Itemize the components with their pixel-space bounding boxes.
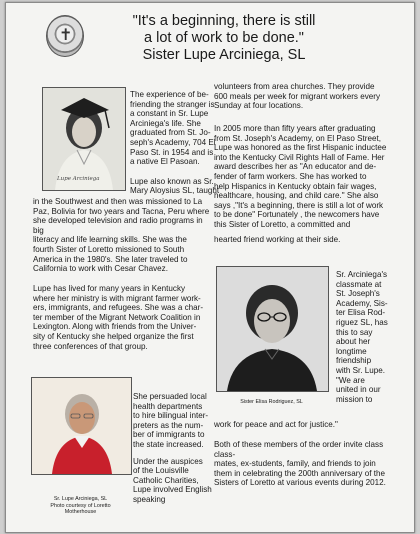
text-line: to be done" Fortunately , the newcomers have — [214, 210, 380, 220]
loretto-seal-logo — [46, 15, 84, 57]
text-line: of the Louisville — [133, 466, 189, 476]
newsletter-page — [5, 2, 415, 533]
text-line: class- — [214, 449, 236, 459]
text-line: where her ministry is with migrant farmer work- — [33, 293, 201, 303]
graduation-signature: Lupe Arciniega — [57, 176, 100, 182]
quote-line-1: "It's a beginning, there is still — [132, 13, 316, 29]
text-line: She persuaded local — [133, 392, 207, 401]
text-line: healthcare, housing, and child care." She also — [214, 191, 379, 201]
text-line: Catholic Charities, — [133, 475, 199, 485]
text-line: the state increased. — [133, 439, 204, 449]
text-line: in the Southwest and then was missioned to La — [33, 197, 203, 206]
header-quote — [102, 13, 346, 64]
text-line: Lupe was honored as the first Hispanic inductee — [214, 143, 387, 153]
text-line: Paso St. in 1954 and is — [130, 147, 214, 157]
right-full-line: work for peace and act for justice." — [214, 420, 338, 429]
text-line: Lupe has lived for many years in Kentucky — [33, 284, 186, 293]
text-line: In 2005 more than fifty years after graduating — [214, 124, 376, 133]
text-line: classmate at — [336, 279, 382, 289]
text-line: longtime — [336, 346, 367, 356]
text-line: California to work with Cesar Chavez. — [33, 264, 168, 274]
text-line: united in our — [336, 385, 381, 395]
left-wrap-text — [130, 90, 222, 196]
text-line: mission to — [336, 394, 373, 404]
caption-line: Photo courtesy of Loretto — [50, 502, 111, 509]
text-line: ers, immigrants, and refugees. She was a char- — [33, 303, 204, 313]
byline: Sister Lupe Arciniega, SL — [142, 47, 306, 63]
elisa-portrait — [217, 267, 328, 391]
text-line: ter Elisa Rod- — [336, 308, 386, 318]
text-line: Academy, Sis- — [336, 298, 388, 308]
text-line: Sr. Arciniega's — [336, 270, 388, 279]
text-line: into the Kentucky Civil Rights Hall of Fame. Her — [214, 152, 385, 162]
text-line: "We are — [336, 375, 365, 385]
text-line: this Sister of Loretto, a committed and — [214, 219, 351, 229]
lupe-photo-caption — [31, 496, 130, 516]
caption-line: Sr. Lupe Arciniega, SL — [53, 496, 108, 502]
text-line: Sisters of Loretto at various events during 2012. — [214, 478, 386, 488]
text-line: this to say — [336, 327, 373, 337]
quote-line-2: a lot of work to be done." — [144, 30, 304, 46]
text-line: Lupe involved English — [133, 485, 212, 495]
text-line: friending the stranger is — [130, 99, 215, 109]
text-line: America in the 1980's. She later traveled to — [33, 254, 188, 264]
text-line: help Hispanics in Kentucky obtain fair wages, — [214, 181, 377, 191]
text-line: Mary Aloysius SL, taught — [130, 186, 220, 196]
left-full-text — [33, 197, 228, 274]
text-line: Lupe also known as Sr. — [130, 176, 214, 186]
elisa-photo — [216, 266, 329, 392]
text-line: health departments — [133, 401, 203, 411]
text-line: a constant in Sr. Lupe — [130, 109, 209, 119]
text-line: she developed television and radio programs in — [33, 216, 203, 226]
text-line: with Sr. Lupe. — [336, 365, 386, 375]
right-paragraph-1 — [214, 82, 410, 111]
right-paragraph-2 — [214, 124, 410, 244]
text-line: a native El Pasoan. — [130, 157, 200, 167]
caption-line: Motherhouse — [64, 509, 97, 516]
text-line: Lexington. Along with friends from the Univer- — [33, 322, 197, 332]
text-line: St. Joseph's — [336, 289, 380, 299]
text-line: graduated from St. Jo- — [130, 128, 211, 138]
text-line: The experience of be- — [130, 90, 209, 99]
graduation-photo — [42, 87, 126, 191]
text-line: preters as the num- — [133, 420, 204, 430]
text-line: award describes her as "An educator and de- — [214, 162, 377, 172]
text-line: fourth Sister of Loretto missioned to South — [33, 244, 185, 254]
text-line: Arciniega's life. She — [130, 118, 201, 128]
text-line: three conferences of that group. — [33, 341, 148, 351]
right-wrap-text — [336, 270, 411, 404]
text-line: volunteers from area churches. They provide — [214, 82, 375, 91]
text-line: to hire bilingual inter- — [133, 411, 209, 421]
right-final-paragraph — [214, 440, 410, 488]
text-line: 600 meals per week for migrant workers every — [214, 91, 380, 101]
text-line: mates, ex-students, family, and friends to join — [214, 459, 376, 469]
lupe-portrait — [32, 378, 131, 474]
text-line: hearted friend working at their side. — [214, 234, 341, 244]
text-line: from St. Joseph's Academy, on El Paso Street, — [214, 133, 381, 143]
text-line: big — [33, 225, 44, 235]
text-line: speaking — [133, 494, 166, 504]
elisa-photo-caption: Sister Elisa Rodriguez, SL — [240, 399, 303, 405]
text-line: Sunday at four locations. — [214, 101, 304, 111]
left-paragraph-3 — [33, 284, 228, 351]
blank-line — [130, 167, 222, 177]
graduation-portrait — [43, 88, 125, 190]
text-line: Both of these members of the order invite class — [214, 440, 384, 449]
text-line: ter member of the Migrant Network Coalition in — [33, 312, 201, 322]
text-line: says ,"It's a beginning, there is still a lot of work — [214, 200, 384, 210]
text-line: literacy and life learning skills. She was the — [33, 235, 187, 245]
text-line: sity of Kentucky she helped organize the first — [33, 331, 194, 341]
text-line: seph's Academy, 704 El — [130, 137, 216, 147]
text-line: Under the auspices — [133, 456, 203, 466]
text-line: Paz, Bolivia for two years and Tacna, Peru where — [33, 206, 210, 216]
text-line: about her — [336, 337, 371, 347]
text-line: them in celebrating the 200th anniversary of the — [214, 468, 385, 478]
lupe-color-photo — [31, 377, 132, 475]
text-line: riguez SL, has — [336, 317, 388, 327]
text-line: fender of farm workers. She has worked to — [214, 171, 367, 181]
text-line: ber of immigrants to — [133, 430, 205, 440]
text-line: friendship — [336, 356, 372, 366]
